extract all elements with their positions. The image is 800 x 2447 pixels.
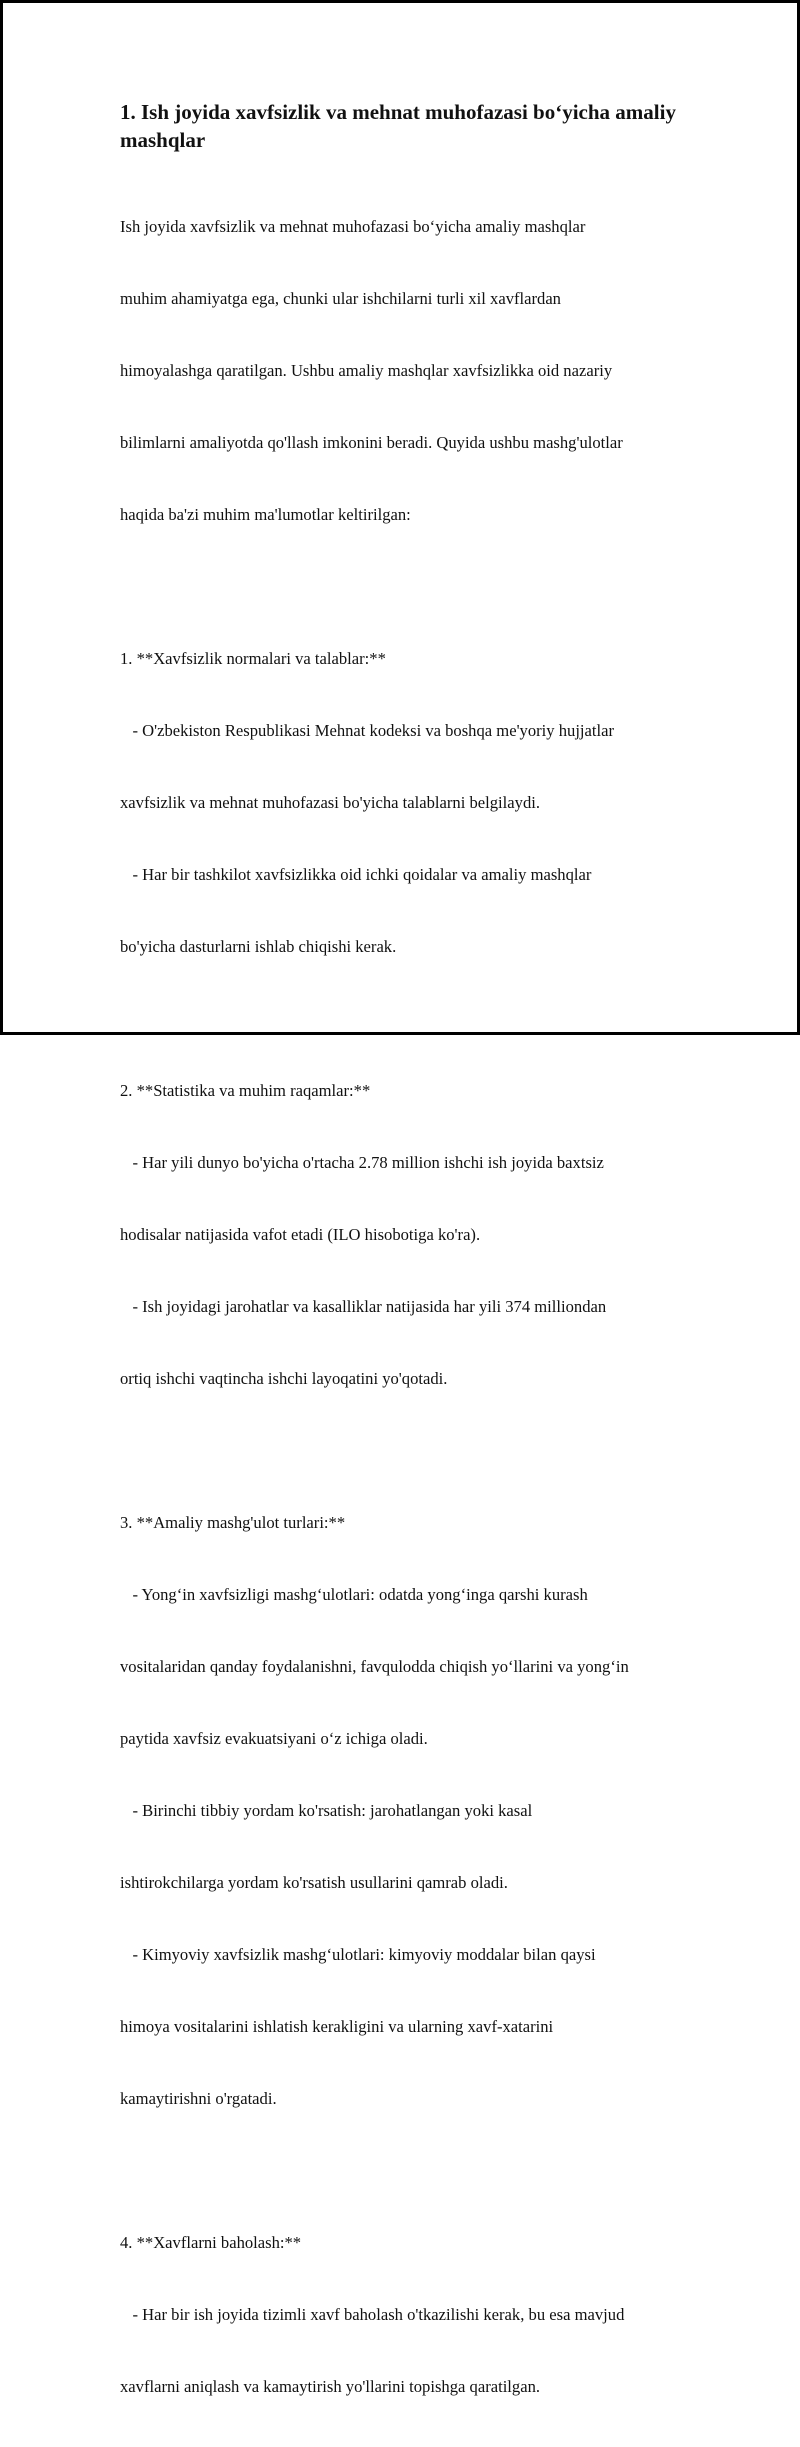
text-line: ortiq ishchi vaqtincha ishchi layoqatini yo'qotadi. xyxy=(120,1369,448,1388)
section-heading: 3. **Amaliy mashg'ulot turlari:** xyxy=(120,1513,346,1532)
title-line: 1. Ish joyida xavfsizlik va mehnat muhofazasi bo‘yicha amaliy xyxy=(120,100,676,124)
text-line: kamaytirishni o'rgatadi. xyxy=(120,2089,277,2108)
text-line: - Yong‘in xavfsizligi mashg‘ulotlari: odatda yong‘inga qarshi kurash xyxy=(120,1585,588,1604)
text-line: - Har bir ish joyida tizimli xavf baholash o'tkazilishi kerak, bu esa mavjud xyxy=(120,2305,625,2324)
text-line: himoya vositalarini ishlatish kerakligini va ularning xavf-xatarini xyxy=(120,2017,554,2036)
text-line: Ish joyida xavfsizlik va mehnat muhofazasi bo‘yicha amaliy mashqlar xyxy=(120,217,586,236)
text-line: - Ish joyidagi jarohatlar va kasalliklar natijasida har yili 374 milliondan xyxy=(120,1297,607,1316)
text-line: muhim ahamiyatga ega, chunki ular ishchilarni turli xil xavflardan xyxy=(120,289,561,308)
text-line: paytida xavfsiz evakuatsiyani o‘z ichiga oladi. xyxy=(120,1729,428,1748)
section-statistics xyxy=(120,1031,700,1439)
text-line: - Har bir tashkilot xavfsizlikka oid ichki qoidalar va amaliy mashqlar xyxy=(120,865,592,884)
section-heading: 2. **Statistika va muhim raqamlar:** xyxy=(120,1081,371,1100)
text-line: hodisalar natijasida vafot etadi (ILO hisobotiga ko'ra). xyxy=(120,1225,481,1244)
intro-paragraph xyxy=(120,167,700,575)
paragraph-gap xyxy=(120,1007,700,1031)
text-line: bilimlarni amaliyotda qo'llash imkonini beradi. Quyida ushbu mashg'ulotlar xyxy=(120,433,623,452)
text-line: - O'zbekiston Respublikasi Mehnat kodeksi va boshqa me'yoriy hujjatlar xyxy=(120,721,615,740)
section-heading: 4. **Xavflarni baholash:** xyxy=(120,2233,302,2252)
page-title xyxy=(120,98,700,154)
section-standards xyxy=(120,599,700,1007)
text-line: haqida ba'zi muhim ma'lumotlar keltirilgan: xyxy=(120,505,411,524)
text-line: himoyalashga qaratilgan. Ushbu amaliy mashqlar xavfsizlikka oid nazariy xyxy=(120,361,613,380)
paragraph-gap xyxy=(120,1439,700,1463)
document-body xyxy=(120,98,700,2447)
text-line: - Birinchi tibbiy yordam ko'rsatish: jarohatlangan yoki kasal xyxy=(120,1801,533,1820)
text-line: - Har yili dunyo bo'yicha o'rtacha 2.78 million ishchi ish joyida baxtsiz xyxy=(120,1153,604,1172)
text-line: bo'yicha dasturlarni ishlab chiqishi kerak. xyxy=(120,937,397,956)
paragraph-gap xyxy=(120,2159,700,2183)
text-line: xavfsizlik va mehnat muhofazasi bo'yicha talablarni belgilaydi. xyxy=(120,793,540,812)
section-risk-assessment xyxy=(120,2183,700,2447)
text-line: ishtirokchilarga yordam ko'rsatish usullarini qamrab oladi. xyxy=(120,1873,508,1892)
paragraph-gap xyxy=(120,575,700,599)
text-line: vositalaridan qanday foydalanishni, favqulodda chiqish yo‘llarini va yong‘in xyxy=(120,1657,629,1676)
section-heading: 1. **Xavfsizlik normalari va talablar:** xyxy=(120,649,386,668)
section-training-types xyxy=(120,1463,700,2159)
text-line: xavflarni aniqlash va kamaytirish yo'llarini topishga qaratilgan. xyxy=(120,2377,541,2396)
text-line: - Kimyoviy xavfsizlik mashg‘ulotlari: kimyoviy moddalar bilan qaysi xyxy=(120,1945,596,1964)
title-line: mashqlar xyxy=(120,128,206,152)
